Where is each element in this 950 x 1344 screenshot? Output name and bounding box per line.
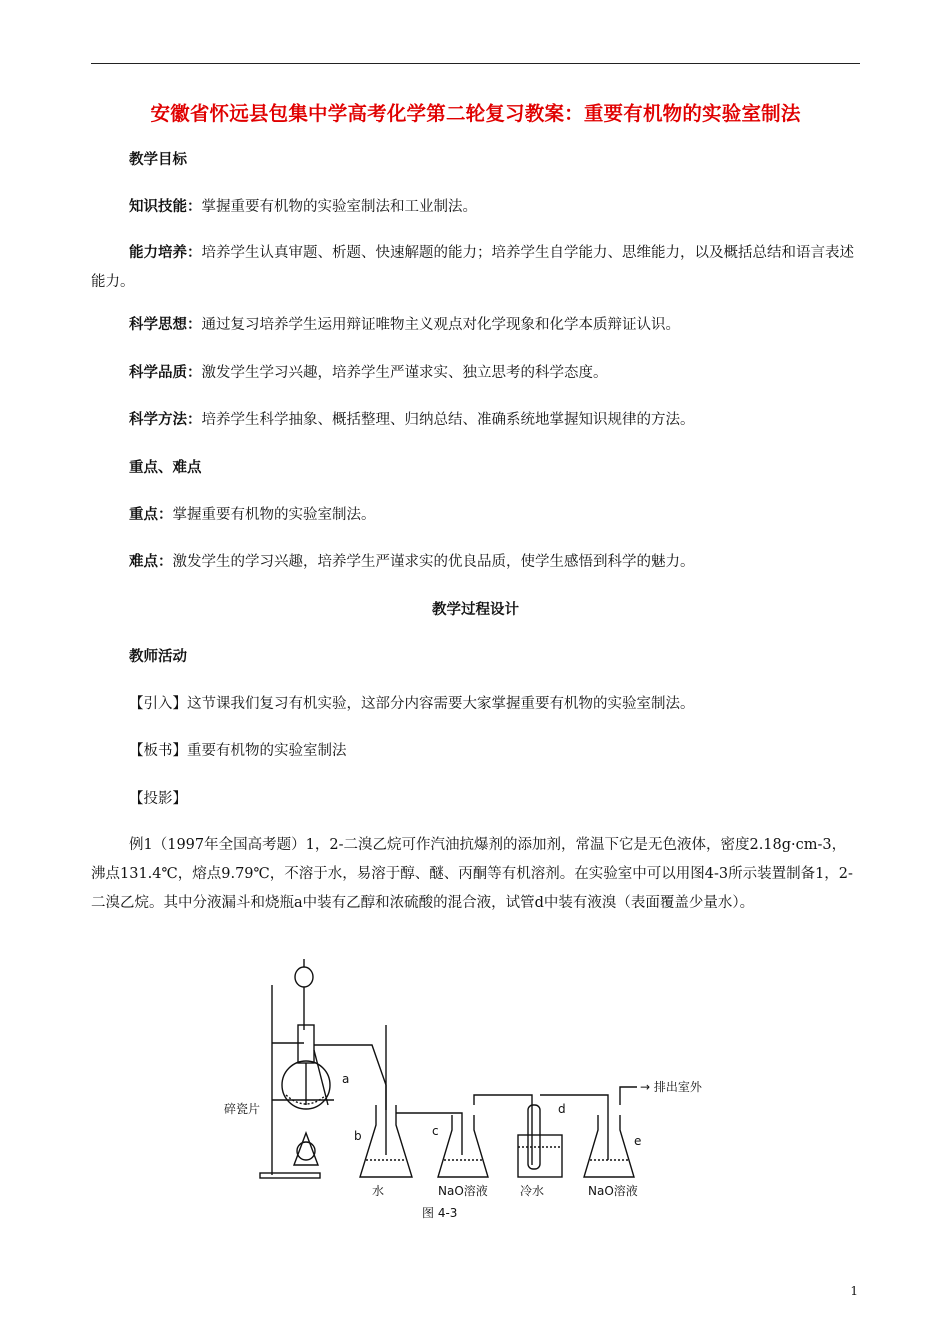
label-porcelain: 碎瓷片 xyxy=(224,1102,261,1116)
process-heading: 教学过程设计 xyxy=(432,602,519,618)
label-naoh-1: NaO溶液 xyxy=(438,1184,488,1198)
label-e: e xyxy=(634,1134,642,1148)
test-tube-d xyxy=(528,1105,540,1169)
flask-e xyxy=(584,1115,634,1177)
thermometer xyxy=(314,1050,328,1105)
page-number: 1 xyxy=(850,1284,858,1298)
knowledge-text: 掌握重要有机物的实验室制法和工业制法。 xyxy=(201,199,477,215)
board-paragraph: 【板书】重要有机物的实验室制法 xyxy=(129,743,347,759)
document-title: 安徽省怀远县包集中学高考化学第二轮复习教案：重要有机物的实验室制法 xyxy=(150,102,801,125)
label-c: c xyxy=(432,1124,439,1138)
figure-caption: 图 4-3 xyxy=(422,1206,458,1220)
key-label: 重点： xyxy=(129,507,173,523)
header-rule xyxy=(91,63,860,64)
thought-paragraph xyxy=(91,311,898,340)
label-exhaust: → 排出室外 xyxy=(640,1080,702,1094)
difficulty-paragraph xyxy=(91,548,898,577)
quality-text: 激发学生学习兴趣，培养学生严谨求实、独立思考的科学态度。 xyxy=(201,365,608,381)
projection-paragraph: 【投影】 xyxy=(129,791,187,807)
ability-label: 能力培养： xyxy=(129,245,202,261)
label-d: d xyxy=(558,1102,566,1116)
quality-label: 科学品质： xyxy=(129,365,202,381)
knowledge-label: 知识技能： xyxy=(129,199,202,215)
ability-text: 培养学生认真审题、析题、快速解题的能力；培养学生自学能力、思维能力，以及概括总结和语言表述能力。 xyxy=(91,245,854,290)
intro-paragraph: 【引入】这节课我们复习有机实验，这部分内容需要大家掌握重要有机物的实验室制法。 xyxy=(129,696,695,712)
label-naoh-2: NaO溶液 xyxy=(588,1184,638,1198)
apparatus-diagram xyxy=(222,955,742,1225)
example-paragraph: 例1（1997年全国高考题）1，2-二溴乙烷可作汽油抗爆剂的添加剂，常温下它是无色液体，密度2.18g·cm-3，沸点131.4℃，熔点9.79℃，不溶于水，易溶于醇、醚、丙酮等有机溶剂。在实验室中可以用图4-3所示装置制备1，2-二溴乙烷。其中分液漏斗和烧瓶a中装有乙醇和浓硫酸的混合液，试管d中装有液溴（表面覆盖少量水）。 xyxy=(91,837,853,911)
key-text: 掌握重要有机物的实验室制法。 xyxy=(172,507,376,523)
key-heading: 重点、难点 xyxy=(129,460,202,476)
label-b: b xyxy=(354,1129,362,1143)
separatory-funnel xyxy=(295,967,313,987)
stand-base xyxy=(260,1173,320,1178)
flask-neck xyxy=(298,1025,314,1063)
quality-paragraph xyxy=(91,359,898,388)
label-water: 水 xyxy=(372,1184,385,1198)
label-a: a xyxy=(342,1072,350,1086)
difficulty-label: 难点： xyxy=(129,554,173,570)
flask-c xyxy=(438,1115,488,1177)
goals-heading: 教学目标 xyxy=(129,152,187,168)
thought-label: 科学思想： xyxy=(129,317,202,333)
label-cold-water: 冷水 xyxy=(520,1184,545,1198)
apparatus-figure xyxy=(222,955,742,1225)
thought-text: 通过复习培养学生运用辩证唯物主义观点对化学现象和化学本质辩证认识。 xyxy=(201,317,680,333)
method-paragraph xyxy=(91,406,898,435)
method-label: 科学方法： xyxy=(129,412,202,428)
knowledge-paragraph xyxy=(91,193,898,222)
difficulty-text: 激发学生的学习兴趣，培养学生严谨求实的优良品质，使学生感悟到科学的魅力。 xyxy=(172,554,695,570)
method-text: 培养学生科学抽象、概括整理、归纳总结、准确系统地掌握知识规律的方法。 xyxy=(201,412,695,428)
ability-paragraph xyxy=(91,239,860,297)
teacher-heading: 教师活动 xyxy=(129,649,187,665)
key-paragraph xyxy=(91,501,898,530)
